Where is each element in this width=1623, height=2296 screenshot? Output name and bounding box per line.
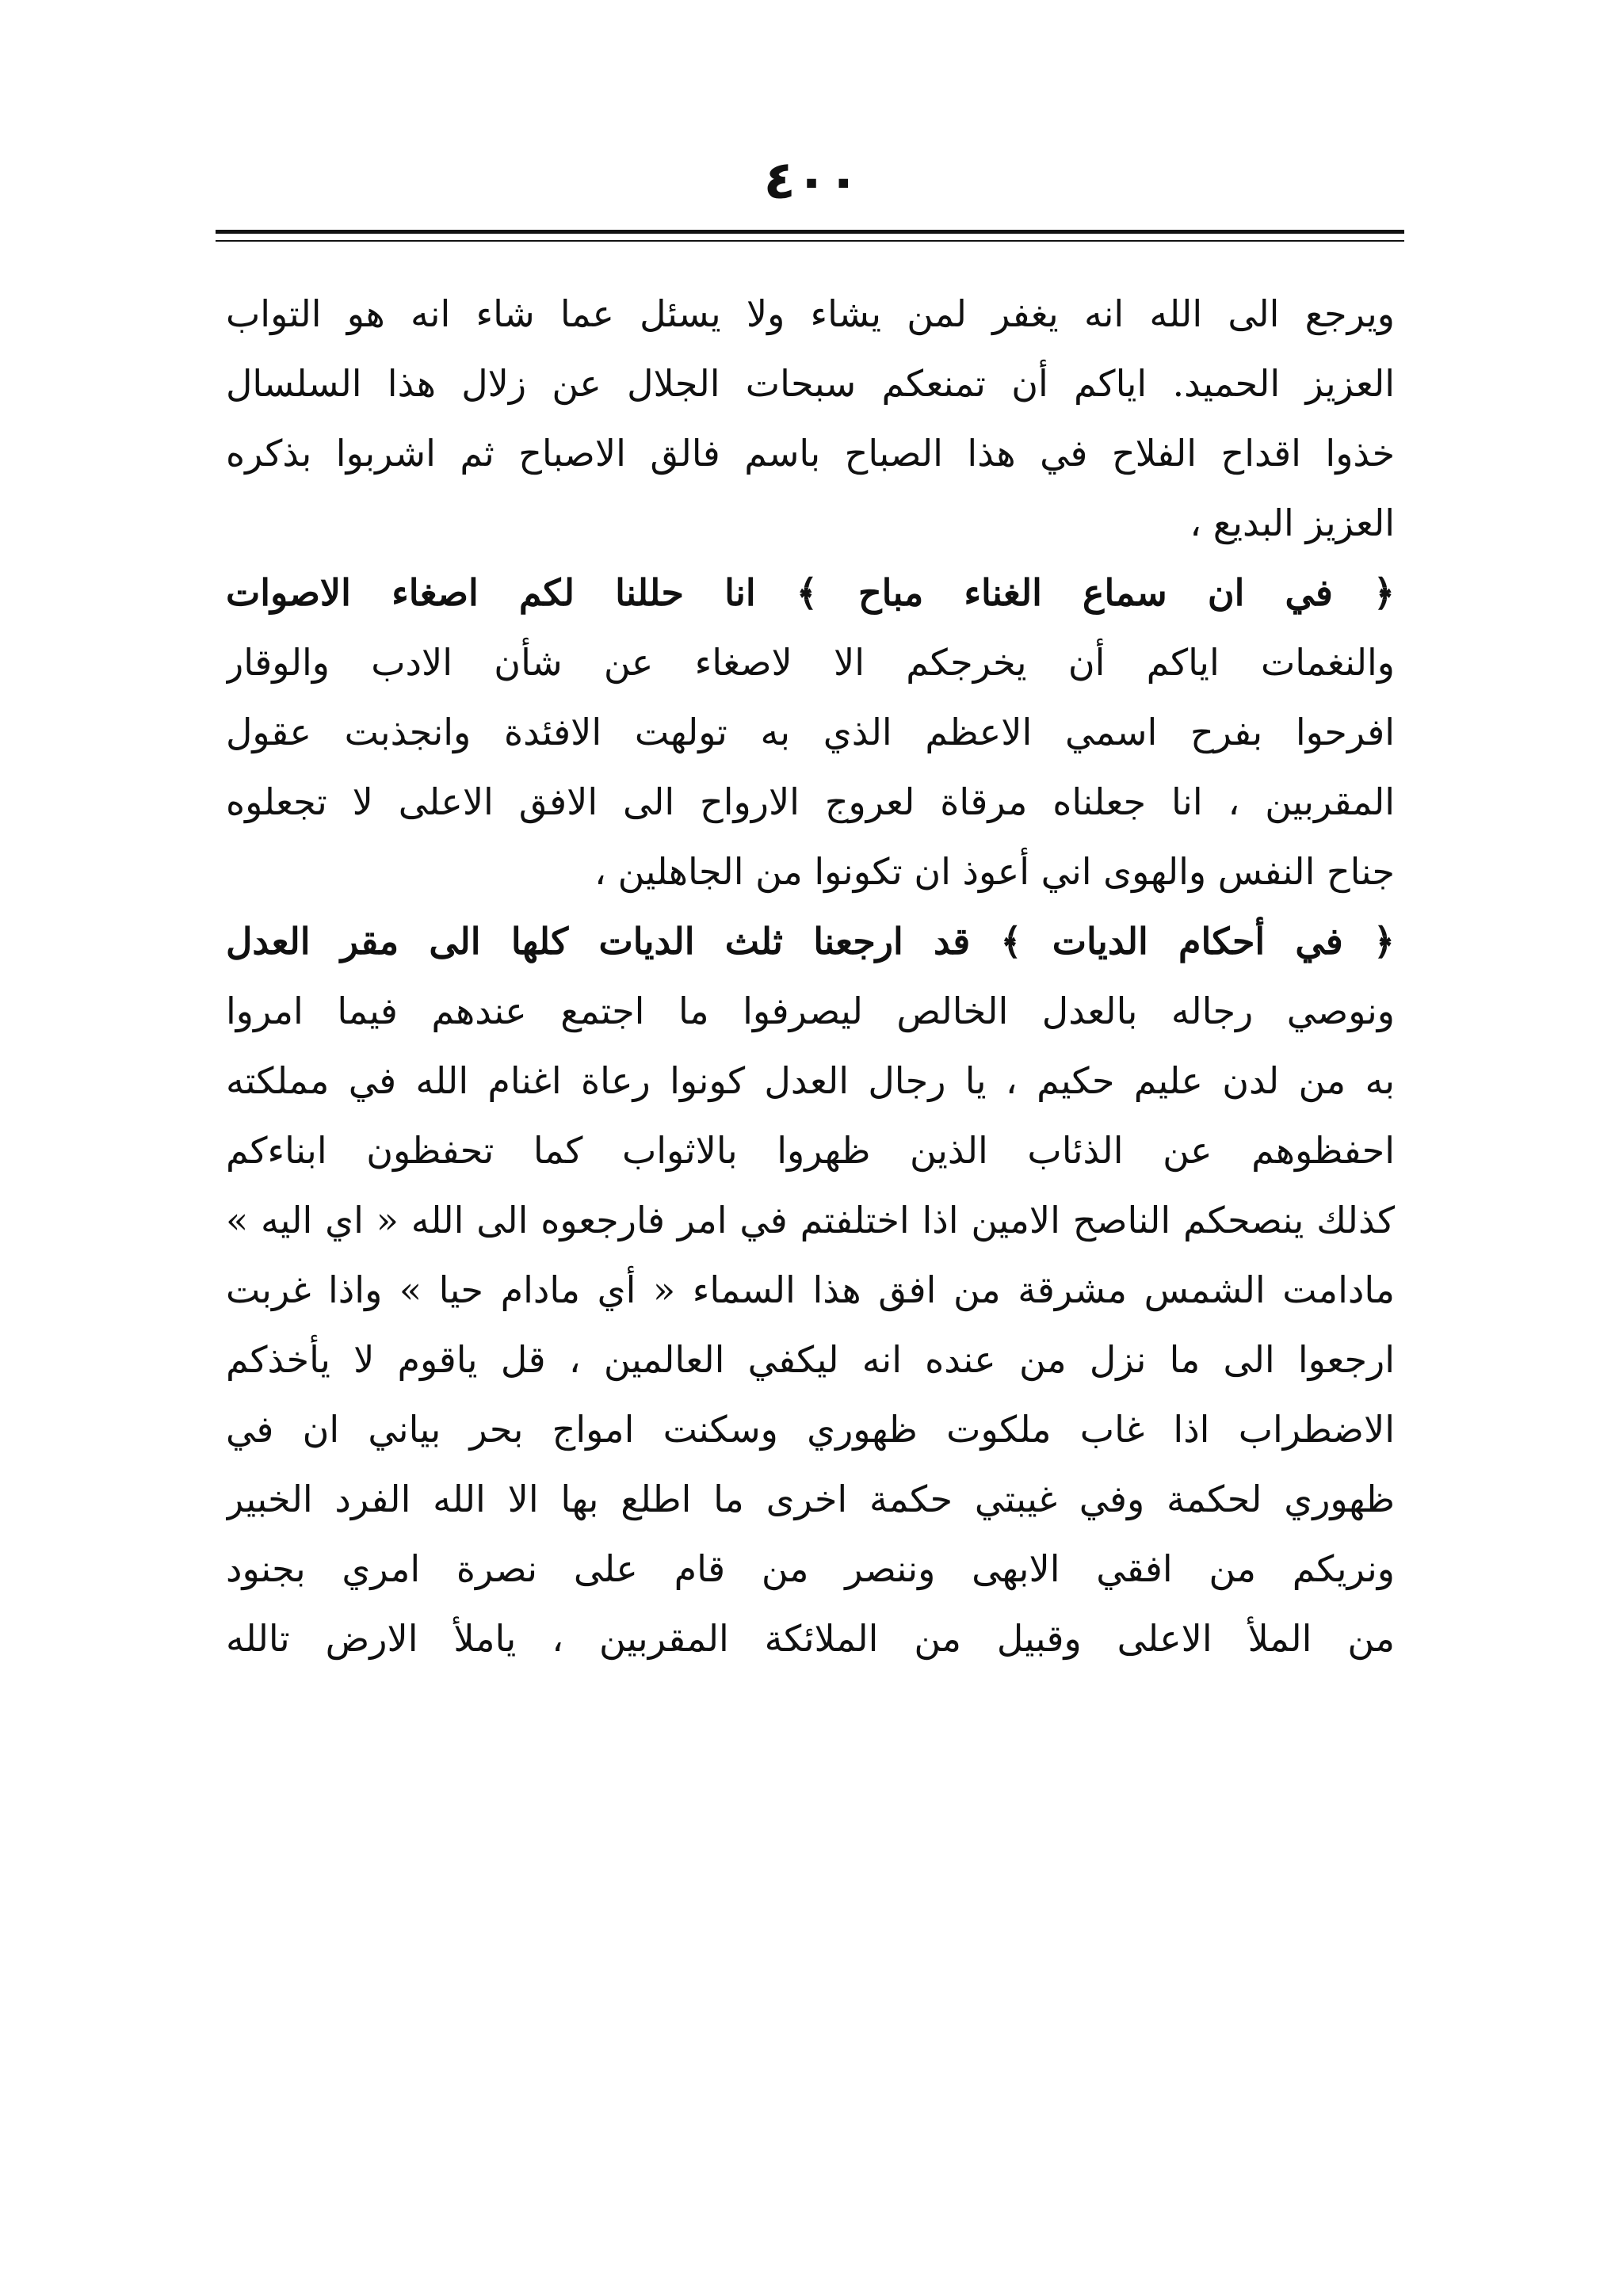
text-line: الاضطراب اذا غاب ملكوت ظهوري وسكنت امواج بحر بياني ان في <box>226 1408 1395 1451</box>
text-line: به من لدن عليم حكيم ، يا رجال العدل كونوا رعاة اغنام الله في مملكته <box>226 1059 1395 1102</box>
text-line: جناح النفس والهوى اني أعوذ ان تكونوا من الجاهلين ، <box>594 850 1395 893</box>
text-line: من الملأ الاعلى وقبيل من الملائكة المقربين ، ياملأ الارض تالله <box>226 1617 1395 1660</box>
text-line: احفظوهم عن الذئاب الذين ظهروا بالاثواب كما تحفظون ابناءكم <box>226 1129 1395 1172</box>
section-heading-line: ﴿ في أحكام الديات ﴾ قد ارجعنا ثلث الديات كلها الى مقر العدل <box>226 920 1395 963</box>
text-line: والنغمات اياكم أن يخرجكم الا لاصغاء عن شأن الادب والوقار <box>226 641 1395 684</box>
text-line: مادامت الشمس مشرقة من افق هذا السماء « أي مادام حيا » واذا غربت <box>226 1268 1395 1311</box>
header-rule-thin <box>216 240 1404 242</box>
page-number: ٤٠٠ <box>763 150 860 211</box>
section-heading-line: ﴿ في ان سماع الغناء مباح ﴾ انا حللنا لكم اصغاء الاصوات <box>226 571 1395 614</box>
text-line: ارجعوا الى ما نزل من عنده انه ليكفي العالمين ، قل ياقوم لا يأخذكم <box>226 1338 1395 1381</box>
text-line: المقربين ، انا جعلناه مرقاة لعروج الارواح الى الافق الاعلى لا تجعلوه <box>226 780 1395 823</box>
text-line: ونوصي رجاله بالعدل الخالص ليصرفوا ما اجتمع عندهم فيما امروا <box>226 990 1395 1032</box>
text-line: العزيز البديع ، <box>1190 502 1395 544</box>
body-text <box>226 279 1395 2212</box>
text-line: كذلك ينصحكم الناصح الامين اذا اختلفتم في امر فارجعوه الى الله « اي اليه » <box>226 1199 1395 1241</box>
text-line: ظهوري لحكمة وفي غيبتي حكمة اخرى ما اطلع بها الا الله الفرد الخبير <box>226 1478 1395 1520</box>
text-line: ونريكم من افقي الابهى وننصر من قام على نصرة امري بجنود <box>226 1547 1395 1590</box>
text-line: افرحوا بفرح اسمي الاعظم الذي به تولهت الافئدة وانجذبت عقول <box>226 711 1395 753</box>
header-rule-thick <box>216 230 1404 234</box>
text-line: العزيز الحميد. اياكم أن تمنعكم سبحات الجلال عن زلال هذا السلسال <box>226 362 1395 405</box>
text-line: خذوا اقداح الفلاح في هذا الصباح باسم فالق الاصباح ثم اشربوا بذكره <box>226 432 1395 475</box>
text-line: ويرجع الى الله انه يغفر لمن يشاء ولا يسئل عما شاء انه هو التواب <box>226 292 1395 335</box>
